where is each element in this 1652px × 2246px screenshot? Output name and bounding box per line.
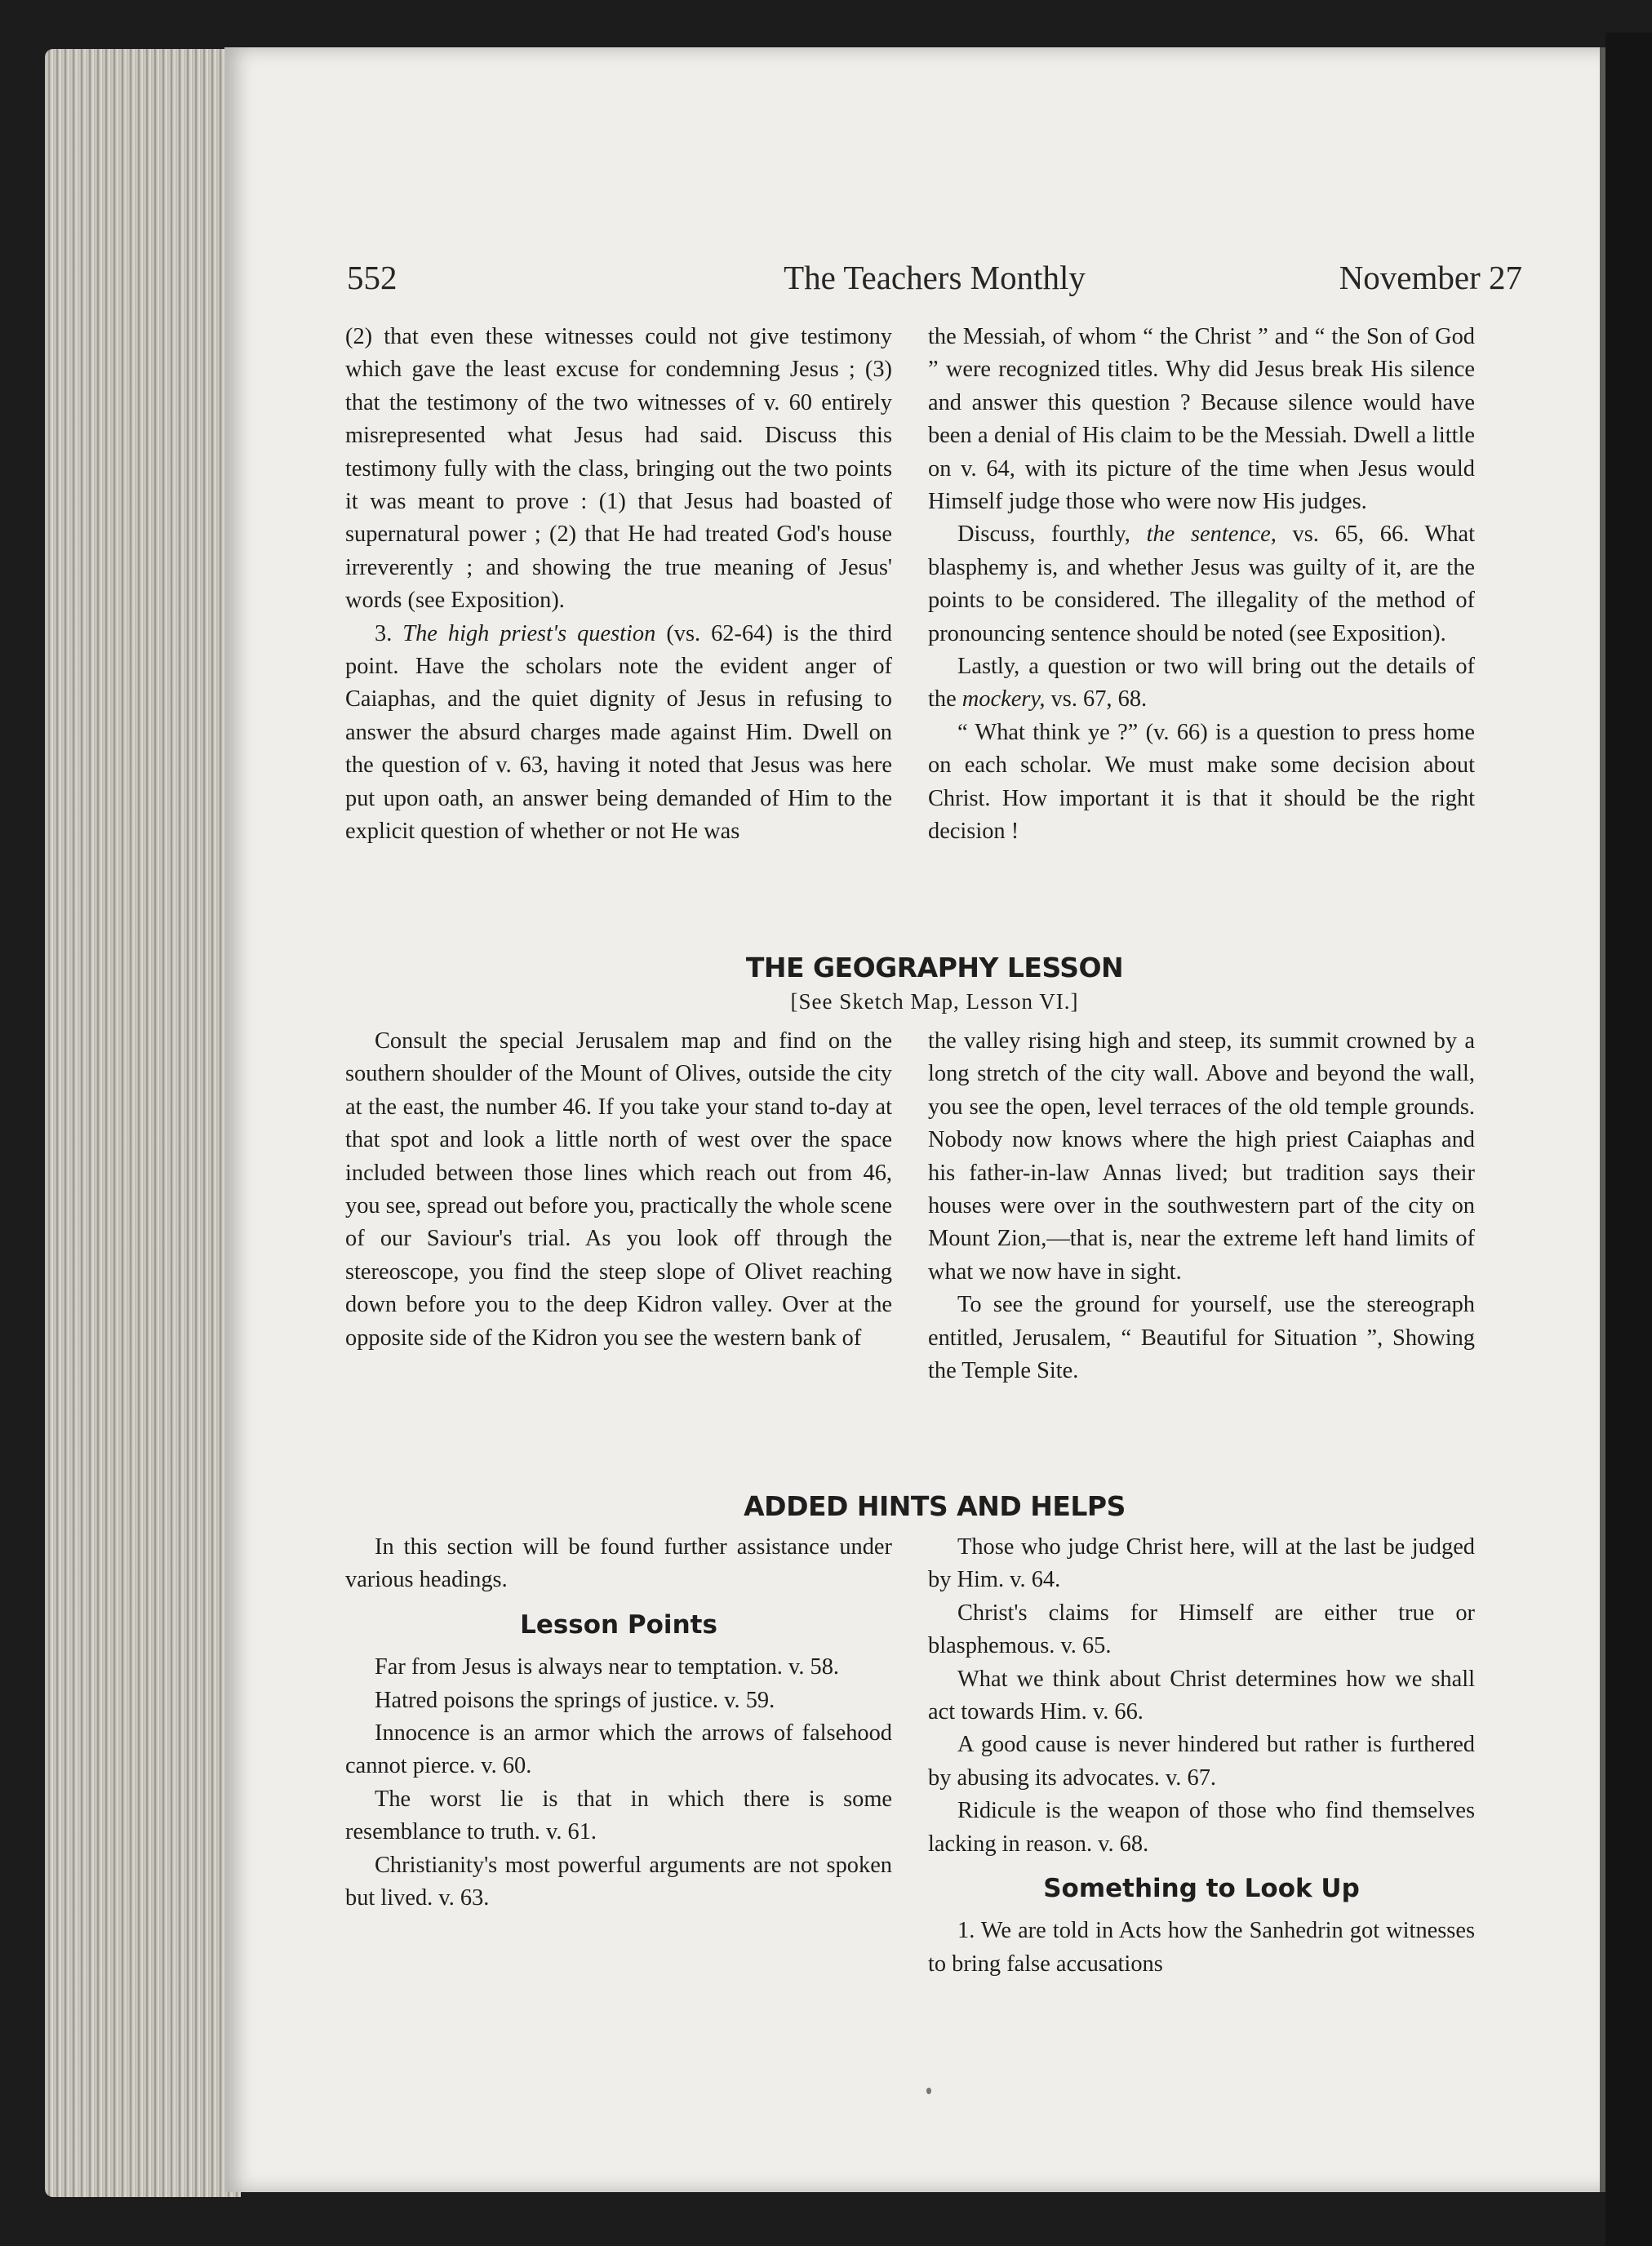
page-number: 552 xyxy=(347,259,397,296)
paragraph: the Messiah, of whom “ the Christ ” and “ the Son of God ” were recognized titles. Why did Jesus break His silence and answer this question ? Because silence would have been a denial of His claim to be the Messiah. Dwell a little on v. 64, with its picture of the time when Jesus would Himself judge those who were now His judges. xyxy=(928,324,1475,515)
geography-left-column xyxy=(345,1025,892,1355)
lesson-point: Christianity's most powerful arguments are not spoken but lived. v. 63. xyxy=(345,1852,892,1911)
paragraph: To see the ground for yourself, use the stereograph entitled, Jerusalem, “ Beautiful for Situation ”, Showing the Temple Site. xyxy=(928,1292,1475,1384)
running-header xyxy=(347,258,1522,315)
paragraph: Lastly, a question or two will bring out the details of the mockery, vs. 67, 68. xyxy=(928,654,1475,712)
lesson-point: Those who judge Christ here, will at the last be judged by Him. v. 64. xyxy=(928,1534,1475,1593)
lesson-point: Innocence is an armor which the arrows of falsehood cannot pierce. v. 60. xyxy=(345,1720,892,1779)
hints-heading: ADDED HINTS AND HELPS xyxy=(744,1490,1126,1522)
geography-subnote: [See Sketch Map, Lesson VI.] xyxy=(790,989,1079,1014)
look-up-heading: Something to Look Up xyxy=(1043,1874,1360,1904)
lesson-point: What we think about Christ determines how we shall act towards Him. v. 66. xyxy=(928,1666,1475,1725)
lesson-point: The worst lie is that in which there is some resemblance to truth. v. 61. xyxy=(345,1786,892,1845)
hints-right-column xyxy=(928,1531,1475,1981)
scan-border xyxy=(1605,33,1652,2246)
paragraph: In this section will be found further assistance under various headings. xyxy=(345,1534,892,1593)
ink-speck xyxy=(926,2088,931,2094)
book-page xyxy=(224,47,1605,2192)
geography-right-column xyxy=(928,1025,1475,1387)
paragraph: 3. The high priest's question (vs. 62-64) is the third point. Have the scholars note the evident anger of Caiaphas, and the quiet dignity of Jesus in refusing to answer the absurd charges made against Him. Dwell on the question of v. 63, having it noted that Jesus was here put upon oath, an answer being demanded of Him to the explicit question of whether or not He was xyxy=(345,620,892,845)
page-stack-edge xyxy=(45,49,241,2197)
paragraph: Consult the special Jerusalem map and find on the southern shoulder of the Mount of Olives, outside the city at the east, the number 46. If you take your stand to-day at that spot and look a little north of west over the space included between those lines which reach out from 46, you see, spread out before you, practically the whole scene of our Saviour's trial. As you look off through the stereoscope, you find the steep slope of Olivet reaching down before you to the deep Kidron valley. Over at the opposite side of the Kidron you see the western bank of xyxy=(345,1028,892,1351)
lesson-point: Ridicule is the weapon of those who find themselves lacking in reason. v. 68. xyxy=(928,1798,1475,1857)
lesson-point: Far from Jesus is always near to temptation. v. 58. xyxy=(375,1654,840,1680)
paragraph: 1. We are told in Acts how the Sanhedrin got witnesses to bring false accusations xyxy=(928,1918,1475,1977)
paragraph: “ What think ye ?” (v. 66) is a question to press home on each scholar. We must make some decision about Christ. How important it is that it should be the right decision ! xyxy=(928,719,1475,845)
geography-heading: THE GEOGRAPHY LESSON xyxy=(745,952,1124,983)
top-left-column xyxy=(345,321,892,849)
issue-date: November 27 xyxy=(1339,259,1522,296)
lesson-point: Hatred poisons the springs of justice. v. 59. xyxy=(375,1687,775,1713)
paragraph: Discuss, fourthly, the sentence, vs. 65, 66. What blasphemy is, and whether Jesus was guilty of it, are the points to be considered. The illegality of the method of pronouncing sentence should be noted (see Exposition). xyxy=(928,522,1475,646)
paragraph: (2) that even these witnesses could not give testimony which gave the least excuse for condemning Jesus ; (3) that the testimony of the two witnesses of v. 60 entirely misrepresented what Jesus had said. Discuss this testimony fully with the class, bringing out the two points it was meant to prove : (1) that Jesus had boasted of supernatural power ; (2) that He had treated God's house irreverently ; and showing the true meaning of Jesus' words (see Exposition). xyxy=(345,324,892,614)
paragraph: the valley rising high and steep, its summit crowned by a long stretch of the city wall. Above and beyond the wall, you see the open, level terraces of the old temple grounds. Nobody now knows where the high priest Caiaphas and his father-in-law Annas lived; but tradition says their houses were over in the southwestern part of the city on Mount Zion,—that is, near the extreme left hand limits of what we now have in sight. xyxy=(928,1028,1475,1285)
lesson-points-heading: Lesson Points xyxy=(520,1609,717,1640)
periodical-title: The Teachers Monthly xyxy=(784,259,1086,296)
lesson-point: A good cause is never hindered but rather is furthered by abusing its advocates. v. 67. xyxy=(928,1732,1475,1791)
hints-left-column xyxy=(345,1531,892,1915)
lesson-point: Christ's claims for Himself are either true or blasphemous. v. 65. xyxy=(928,1600,1475,1659)
top-right-column xyxy=(928,321,1475,849)
